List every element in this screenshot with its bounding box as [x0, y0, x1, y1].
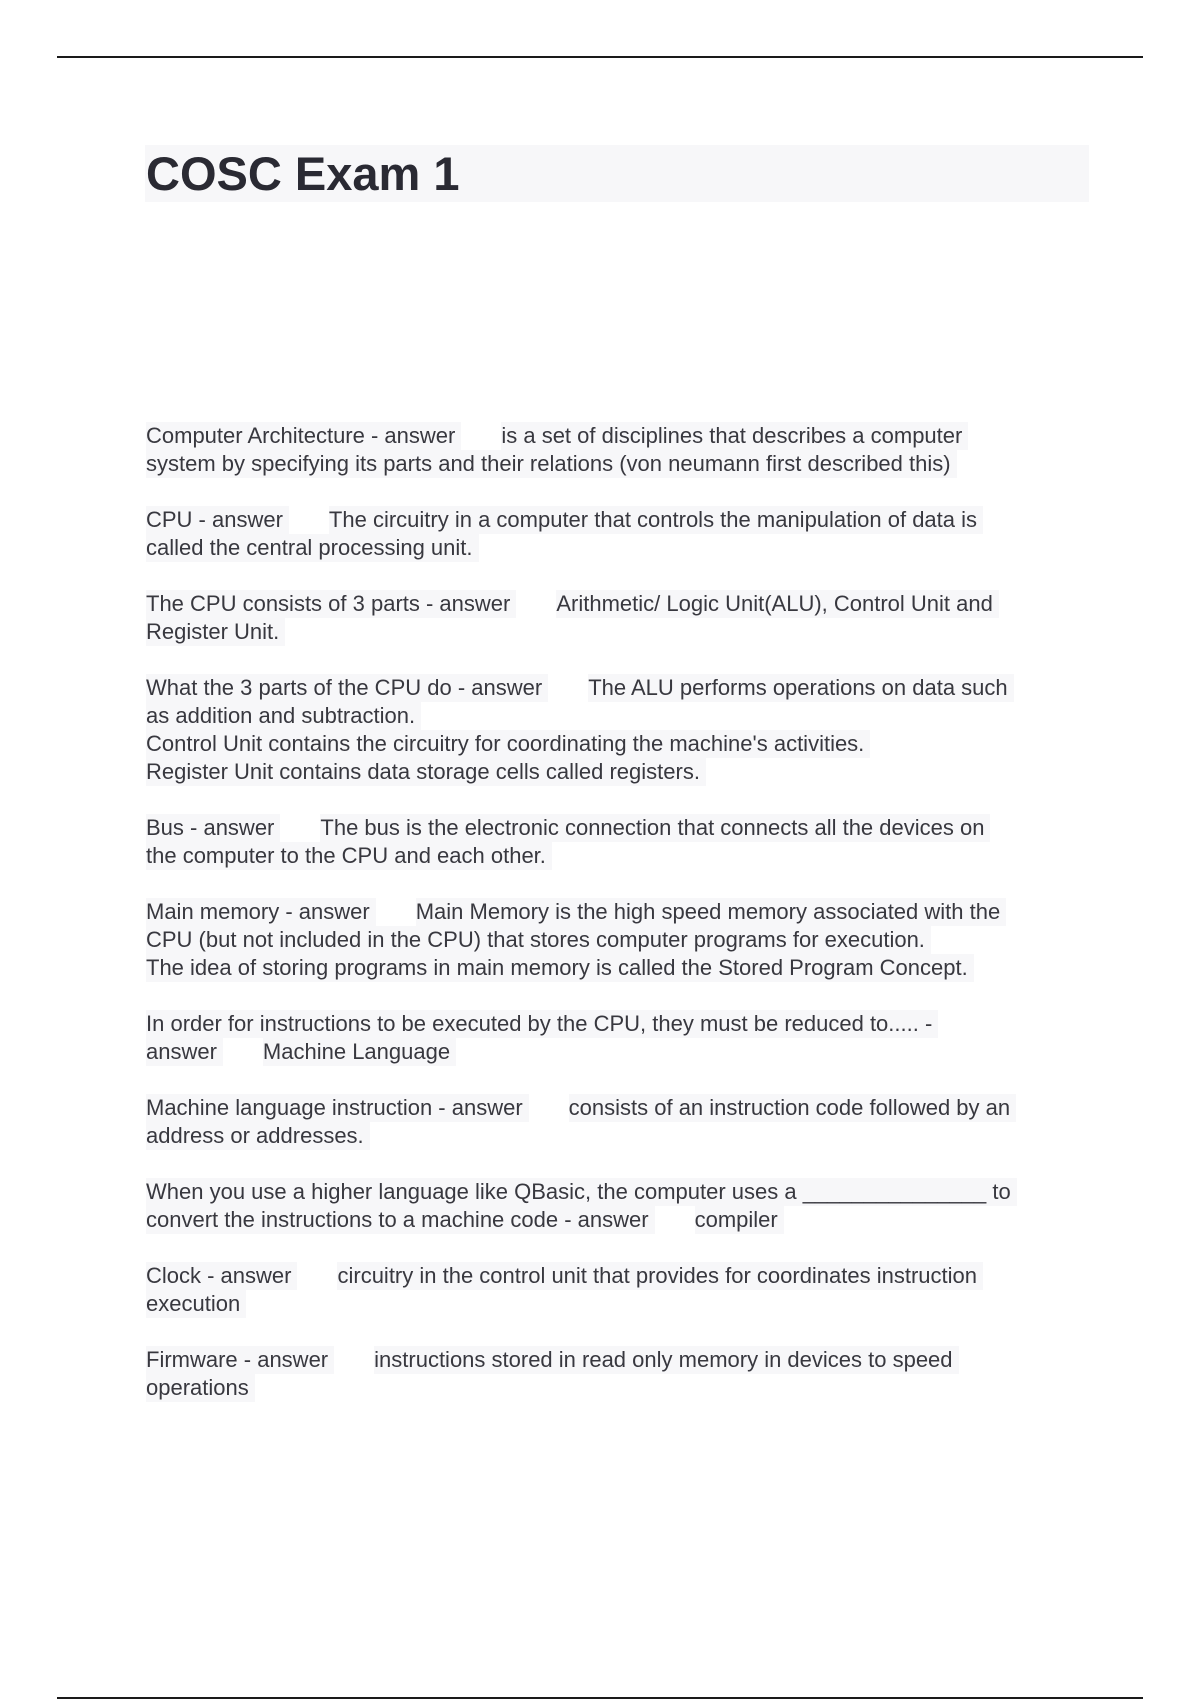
- qa-item-main-memory: [146, 898, 1096, 982]
- qa-item-cpu: [146, 506, 1096, 562]
- answer: system by specifying its parts and their relations (von neumann first described this): [146, 450, 957, 478]
- qa-item-computer-architecture: [146, 422, 1096, 478]
- answer: The circuitry in a computer that controls the manipulation of data is: [329, 506, 983, 534]
- question: Clock - answer: [146, 1262, 297, 1290]
- answer: Machine Language: [263, 1038, 456, 1066]
- answer: The idea of storing programs in main memory is called the Stored Program Concept.: [146, 954, 974, 982]
- question: When you use a higher language like QBasic, the computer uses a _______________ to: [146, 1178, 1017, 1206]
- qa-item-cpu-parts-function: [146, 674, 1096, 786]
- document-title: COSC Exam 1: [146, 147, 460, 200]
- qa-item-machine-language: [146, 1010, 1096, 1066]
- qa-item-machine-language-instruction: [146, 1094, 1096, 1150]
- qa-item-bus: [146, 814, 1096, 870]
- answer: compiler: [695, 1206, 784, 1234]
- top-rule: [57, 56, 1143, 58]
- qa-item-firmware: [146, 1346, 1096, 1402]
- question: Firmware - answer: [146, 1346, 334, 1374]
- answer: circuitry in the control unit that provides for coordinates instruction: [337, 1262, 983, 1290]
- question: Main memory - answer: [146, 898, 376, 926]
- question: Computer Architecture - answer: [146, 422, 461, 450]
- question: The CPU consists of 3 parts - answer: [146, 590, 516, 618]
- answer: address or addresses.: [146, 1122, 370, 1150]
- question: convert the instructions to a machine code - answer: [146, 1206, 655, 1234]
- question: answer: [146, 1038, 223, 1066]
- bottom-rule: [57, 1697, 1143, 1699]
- qa-item-clock: [146, 1262, 1096, 1318]
- answer: called the central processing unit.: [146, 534, 479, 562]
- question: Machine language instruction - answer: [146, 1094, 529, 1122]
- answer: as addition and subtraction.: [146, 702, 421, 730]
- answer: The bus is the electronic connection that connects all the devices on: [320, 814, 990, 842]
- answer: instructions stored in read only memory in devices to speed: [374, 1346, 958, 1374]
- answer: Main Memory is the high speed memory associated with the: [416, 898, 1006, 926]
- answer: consists of an instruction code followed by an: [569, 1094, 1016, 1122]
- question: Bus - answer: [146, 814, 280, 842]
- answer: Register Unit contains data storage cells called registers.: [146, 758, 706, 786]
- answer: is a set of disciplines that describes a computer: [501, 422, 968, 450]
- answer: Register Unit.: [146, 618, 285, 646]
- qa-list: [146, 422, 1096, 1430]
- answer: operations: [146, 1374, 255, 1402]
- qa-item-compiler: [146, 1178, 1096, 1234]
- answer: Control Unit contains the circuitry for coordinating the machine's activities.: [146, 730, 870, 758]
- qa-item-cpu-parts: [146, 590, 1096, 646]
- answer: The ALU performs operations on data such: [588, 674, 1013, 702]
- question: CPU - answer: [146, 506, 289, 534]
- answer: Arithmetic/ Logic Unit(ALU), Control Unit and: [556, 590, 999, 618]
- question: In order for instructions to be executed by the CPU, they must be reduced to..... -: [146, 1010, 938, 1038]
- answer: CPU (but not included in the CPU) that stores computer programs for execution.: [146, 926, 931, 954]
- question: What the 3 parts of the CPU do - answer: [146, 674, 548, 702]
- answer: the computer to the CPU and each other.: [146, 842, 552, 870]
- answer: execution: [146, 1290, 246, 1318]
